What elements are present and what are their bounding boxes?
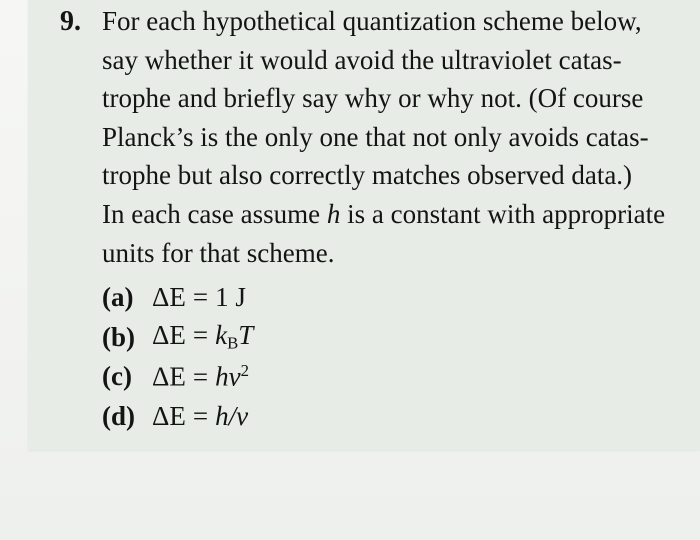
part-c-op: = bbox=[192, 361, 209, 392]
problem-line-4: Planck’s is the only one that not only avoids catas- bbox=[102, 121, 649, 152]
problem-line-6-prefix: In each case assume bbox=[102, 198, 327, 229]
part-c-rhs-main: hν bbox=[215, 361, 241, 392]
constant-h: h bbox=[326, 198, 341, 229]
part-d bbox=[102, 397, 253, 437]
problem-line-6-suffix: is a constant with appropriate bbox=[340, 198, 666, 229]
part-d-rhs-main: h/ν bbox=[215, 400, 249, 431]
part-b-rhs-tail: T bbox=[238, 320, 254, 351]
part-c-equation bbox=[152, 361, 249, 393]
part-c bbox=[102, 357, 253, 397]
part-a-lhs: ΔE bbox=[152, 282, 186, 313]
part-a-label: (a) bbox=[102, 282, 134, 313]
part-b-lhs: ΔE bbox=[152, 320, 186, 351]
problem-number: 9. bbox=[60, 6, 81, 37]
part-c-label: (c) bbox=[102, 361, 132, 392]
part-c-rhs-sup: 2 bbox=[240, 360, 249, 380]
problem-line-3: trophe and briefly say why or why not. (Of course bbox=[102, 83, 644, 114]
part-a-op: = bbox=[192, 282, 209, 313]
problem-line-7: units for that scheme. bbox=[102, 237, 335, 268]
problem-line-5: trophe but also correctly matches observed data.) bbox=[102, 160, 633, 191]
part-d-label: (d) bbox=[102, 400, 135, 431]
part-d-equation bbox=[152, 401, 248, 432]
part-d-op: = bbox=[192, 400, 209, 431]
problem-text bbox=[102, 2, 692, 272]
part-a-equation bbox=[152, 282, 246, 313]
parts-list bbox=[102, 278, 253, 436]
part-a-rhs: 1 J bbox=[215, 282, 246, 313]
part-b-rhs-main: k bbox=[215, 320, 228, 351]
part-b-equation bbox=[152, 320, 253, 354]
part-b-rhs-sub: B bbox=[227, 334, 239, 354]
problem-line-2: say whether it would avoid the ultraviolet catas- bbox=[102, 44, 622, 75]
part-c-lhs: ΔE bbox=[152, 361, 186, 392]
part-b bbox=[102, 318, 253, 358]
part-d-lhs: ΔE bbox=[152, 400, 186, 431]
part-b-label: (b) bbox=[102, 321, 135, 352]
problem-line-6 bbox=[102, 195, 692, 234]
part-a bbox=[102, 278, 253, 318]
part-b-op: = bbox=[192, 320, 209, 351]
problem-line-1: For each hypothetical quantization scheme below, bbox=[102, 6, 642, 36]
